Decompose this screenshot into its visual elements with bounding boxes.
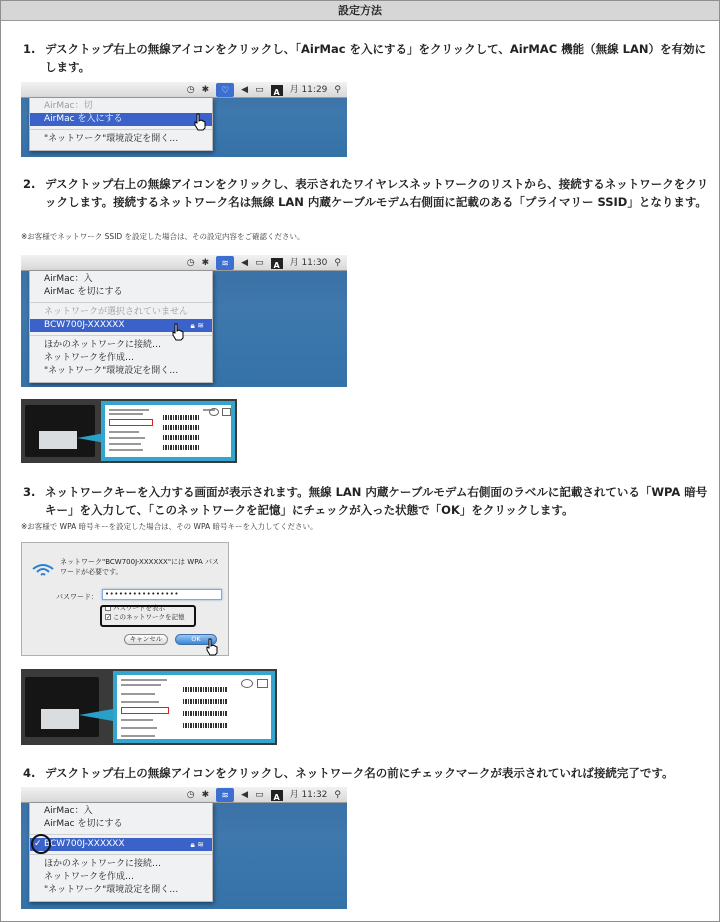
airmac-menu-screenshot-1 [21, 82, 347, 157]
join-other-network-item[interactable]: ほかのネットワークに接続… [44, 340, 162, 350]
spotlight-icon[interactable]: ⚲ [334, 258, 341, 268]
airmac-status: AirMac：入 [44, 806, 93, 816]
airmac-dropdown [29, 271, 213, 383]
volume-icon: ◀ [241, 258, 249, 268]
bluetooth-icon: ✱ [201, 85, 210, 95]
spotlight-icon[interactable]: ⚲ [334, 85, 341, 95]
menu-separator [30, 302, 212, 303]
menu-bar [21, 787, 347, 803]
time-machine-icon: ◷ [186, 790, 195, 800]
airmac-turn-off-item[interactable]: AirMac を切にする [44, 287, 123, 297]
open-network-preferences-item[interactable]: "ネットワーク"環境設定を開く… [44, 366, 179, 376]
battery-icon: ▭ [255, 790, 264, 800]
bluetooth-icon: ✱ [201, 790, 210, 800]
label-zoom [113, 671, 275, 743]
menu-separator [30, 834, 212, 835]
step-1-text: デスクトップ右上の無線アイコンをクリックし、「AirMac を入にする」をクリックして、AirMAC 機能（無線 LAN）を有効にします。 [45, 42, 706, 74]
time-machine-icon: ◷ [186, 85, 195, 95]
wifi-icon [32, 563, 54, 579]
remember-highlight-box [100, 605, 196, 627]
airmac-status: AirMac：入 [44, 274, 93, 284]
input-method-icon: A [271, 258, 283, 269]
battery-icon: ▭ [255, 258, 264, 268]
menu-separator [30, 129, 212, 130]
certification-mark-icon [257, 679, 268, 688]
hand-cursor-icon [171, 323, 185, 341]
open-network-preferences-item[interactable]: "ネットワーク"環境設定を開く… [44, 134, 179, 144]
no-network-selected: ネットワークが選択されていません [44, 307, 189, 317]
modem-label-photo-1 [21, 399, 237, 463]
ok-button[interactable]: OK [175, 634, 217, 645]
wpa-key-highlight [121, 707, 169, 714]
step-2-text: デスクトップ右上の無線アイコンをクリックし、表示されたワイヤレスネットワークのリストから、接続するネットワークをクリックします。接続するネットワーク名は無線 LAN 内蔵ケーブルモデム右側面に記載のある「プライマリー SSID」となります。 [45, 177, 709, 209]
remember-network-label: このネットワークを記憶 [113, 613, 185, 621]
certification-mark-icon [241, 679, 253, 688]
airmac-turn-on-item[interactable]: AirMac を入にする [30, 113, 212, 126]
volume-icon: ◀ [241, 85, 249, 95]
modem-label-photo-2 [21, 669, 277, 745]
clock: 月 11:30 [289, 258, 328, 268]
certification-mark-icon [222, 408, 231, 416]
airmac-menu-screenshot-4 [21, 787, 347, 909]
ssid-highlight [109, 419, 153, 426]
cancel-button[interactable]: キャンセル [124, 634, 168, 645]
input-method-icon: A [271, 85, 283, 96]
time-machine-icon: ◷ [186, 258, 195, 268]
modem-side-label [41, 709, 79, 729]
network-name: BCW700J-XXXXXX [44, 320, 125, 330]
join-other-network-item[interactable]: ほかのネットワークに接続… [44, 859, 162, 869]
hand-cursor-icon [193, 113, 207, 131]
menu-separator [30, 854, 212, 855]
spotlight-icon[interactable]: ⚲ [334, 790, 341, 800]
step-4 [23, 764, 713, 782]
password-field[interactable]: •••••••••••••••• [102, 589, 222, 600]
dialog-message: ネットワーク"BCW700J-XXXXXX"には WPA パスワードが必要です。 [60, 558, 219, 576]
password-label: パスワード： [56, 593, 98, 601]
wpa-note: ※お客様で WPA 暗号キーを設定した場合は、その WPA 暗号キーを入力してください。 [21, 522, 318, 531]
label-zoom [101, 401, 235, 461]
create-network-item[interactable]: ネットワークを作成… [44, 353, 135, 363]
ssid-note: ※お客様でネットワーク SSID を設定した場合は、その設定内容をご確認ください。 [21, 232, 305, 241]
hand-cursor-icon [205, 638, 219, 656]
checkbox-checked-icon: ✓ [106, 614, 112, 621]
modem-side-label [39, 431, 77, 449]
step-3-text: ネットワークキーを入力する画面が表示されます。無線 LAN 内蔵ケーブルモデム右側面のラベルに記載されている「WPA 暗号キー」を入力して、「このネットワークを記憶」にチェックが入った状態で「OK」をクリックします。 [45, 485, 708, 517]
menu-bar [21, 82, 347, 98]
step-1 [23, 40, 713, 76]
certification-mark-icon [209, 408, 219, 416]
show-password-label: パスワードを表示 [113, 604, 165, 612]
step-3 [23, 483, 713, 519]
lock-wifi-icon: 🔒︎ ≋ [190, 321, 204, 330]
clock: 月 11:32 [289, 790, 328, 800]
network-name: BCW700J-XXXXXX [44, 839, 125, 849]
menu-bar [21, 255, 347, 271]
step-1-number: 1. [23, 42, 36, 56]
airmac-turn-off-item[interactable]: AirMac を切にする [44, 819, 123, 829]
checkmark-highlight-circle [31, 834, 51, 854]
airmac-menu-screenshot-2 [21, 255, 347, 387]
bluetooth-icon: ✱ [201, 258, 210, 268]
volume-icon: ◀ [241, 790, 249, 800]
clock: 月 11:29 [289, 85, 328, 95]
wifi-menu-icon[interactable]: ≋ [216, 788, 234, 802]
create-network-item[interactable]: ネットワークを作成… [44, 872, 135, 882]
page-title: 設定方法 [1, 1, 719, 21]
step-2-number: 2. [23, 177, 36, 191]
open-network-preferences-item[interactable]: "ネットワーク"環境設定を開く… [44, 885, 179, 895]
lock-wifi-icon: 🔒︎ ≋ [190, 840, 204, 849]
step-2 [23, 175, 713, 211]
airmac-status: AirMac：切 [44, 101, 93, 111]
airmac-dropdown [29, 803, 213, 902]
step-3-number: 3. [23, 485, 36, 499]
step-4-text: デスクトップ右上の無線アイコンをクリックし、ネットワーク名の前にチェックマークが表示されていれば接続完了です。 [45, 766, 674, 780]
input-method-icon: A [271, 790, 283, 801]
wifi-menu-icon[interactable]: ≋ [216, 256, 234, 270]
battery-icon: ▭ [255, 85, 264, 95]
airmac-dropdown [29, 98, 213, 151]
step-4-number: 4. [23, 766, 36, 780]
network-item-bcw700j[interactable] [30, 838, 212, 851]
checkmark-icon: ✓ [34, 839, 42, 849]
wifi-menu-icon[interactable]: ♡ [216, 83, 234, 97]
